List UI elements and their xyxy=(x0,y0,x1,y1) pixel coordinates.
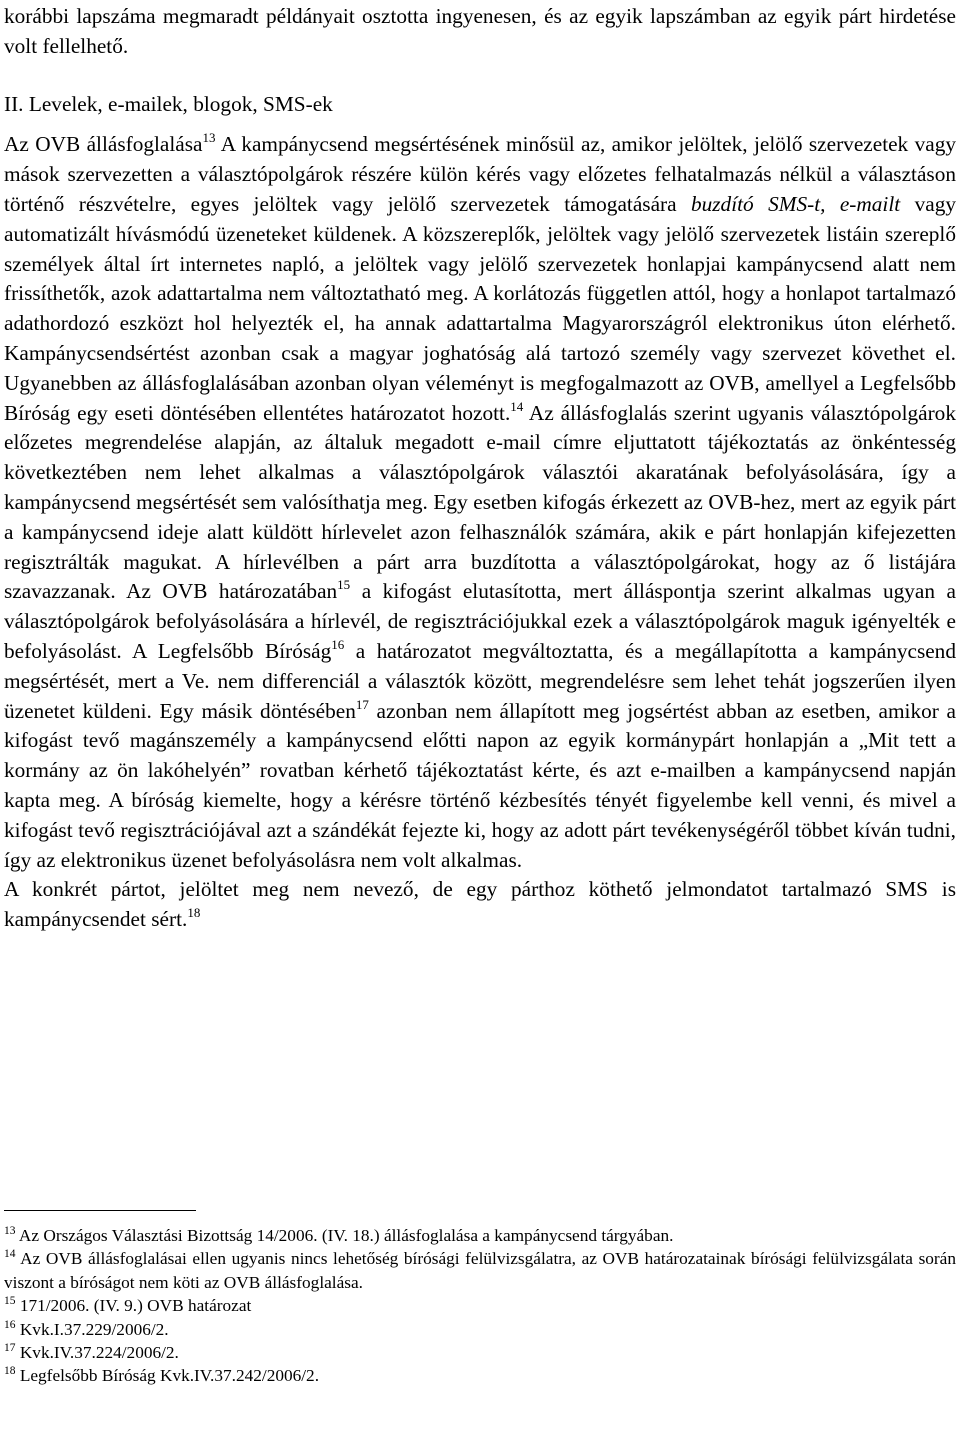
footnote-reference-14[interactable]: 14 xyxy=(510,398,524,414)
footnote-text: Az Országos Választási Bizottság 14/2006. (IV. 18.) állásfoglalása a kampánycsend tárgyában. xyxy=(15,1226,674,1245)
paragraph-text: azonban nem állapított meg jogsértést abban az esetben, amikor a kifogást tevő magánszemély a kampánycsend előtti napon az egyik kormánypárt honlapján a „Mit tett a kormány az ön lakóhelyén” rovatban kérhető tájékoztatást kérte, és azt e-mailben a kampánycsend napján kapta meg. A bíróság kiemelte, hogy a kérésre történő kézbesítés tényét figyelembe kell venni, és mivel a kifogást tevő regisztrációjával azt a szándékát fejezte ki, hogy az adott párt tevékenységéről többet kíván tudni, így az elektronikus üzenet befolyásolásra nem volt alkalmas. xyxy=(4,698,956,872)
footnote-text: Legfelsőbb Bíróság Kvk.IV.37.242/2006/2. xyxy=(15,1366,320,1386)
footnote-number: 18 xyxy=(4,1365,16,1378)
footnote-text: Kvk.I.37.229/2006/2. xyxy=(15,1319,169,1339)
footnote xyxy=(4,1341,956,1364)
footnote-number: 13 xyxy=(4,1225,16,1237)
footnote-number: 14 xyxy=(4,1248,16,1261)
footnote-number: 16 xyxy=(4,1318,16,1331)
footnote-number: 17 xyxy=(4,1342,16,1355)
footnote xyxy=(4,1294,956,1317)
paragraph-text: A kampánycsend megsértésének minősül az, amikor jelöltek, jelölő szervezetek vagy mások szervezetten a választópolgárok részére külön kérés vagy előzetes felhatalmazás nélkül a választáson történő részvételre, egyes jelöltek vagy jelölő szervezetek támogatására xyxy=(4,132,957,216)
paragraph-text: vagy automatizált hívásmódú üzeneteket küldenek. A közszereplők, jelöltek vagy jelölő szervezetek listáin szereplő személyek által írt internetes napló, a jelöltek vagy jelölő szervezetek honlapjai kampánycsend alatt nem frissíthetők, azok adattartalma nem változtatható meg. A korlátozás független attól, hogy a honlapot tartalmazó adathordozó eszközt hol helyezték el, ha annak adattartalma Magyarországról elektronikus úton elérhető. Kampánycsendsértést azonban csak a magyar joghatóság alá tartozó személy vagy szervezet követhet el. Ugyanebben az állásfoglalásában azonban olyan véleményt is megfogalmazott az OVB, amellyel a Legfelsőbb Bíróság egy eseti döntésében ellentétes határozatot hozott. xyxy=(4,191,956,425)
footnote-text: 171/2006. (IV. 9.) OVB határozat xyxy=(15,1296,252,1316)
body-paragraph-sms xyxy=(4,875,956,935)
body-paragraph-ovb xyxy=(4,130,956,875)
footnote-reference-15[interactable]: 15 xyxy=(337,577,351,593)
footnote-text: Kvk.IV.37.224/2006/2. xyxy=(15,1343,179,1363)
footnote-reference-16[interactable]: 16 xyxy=(331,636,345,652)
italic-emphasis: buzdító SMS-t, e-mailt xyxy=(690,191,901,216)
footnote-reference-13[interactable]: 13 xyxy=(202,130,216,146)
footnotes-section xyxy=(4,1224,956,1388)
footnote-text: Az OVB állásfoglalásai ellen ugyanis nincs lehetőség bírósági felülvizsgálatra, az OVB határozatainak bírósági felülvizsgálata során viszont a bíróságot nem köti az OVB állásfoglalása. xyxy=(4,1249,956,1292)
footnote-number: 15 xyxy=(4,1295,16,1308)
paragraph-text: Az állásfoglalás szerint ugyanis választópolgárok előzetes megrendelése alapján, az általuk megadott e-mail címre eljuttatott tájékoztatás az önkéntesség következtében nem lehet alkalmas a választópolgárok választói akaratának befolyásolására, így a kampánycsend megsértését sem valósíthatja meg. Egy esetben kifogás érkezett az OVB-hez, mert az egyik párt a kampánycsend ideje alatt küldött hírlevelet azon felhasználók számára, akik e párt honlapján kifejezetten regisztrálták magukat. A hírlevélben a párt arra buzdította a választópolgárokat, hogy az ő listájára szavazzanak. Az OVB határozatában xyxy=(4,400,956,604)
opening-paragraph: korábbi lapszáma megmaradt példányait osztotta ingyenesen, és az egyik lapszámban az egyik párt hirdetése volt fellelhető. xyxy=(4,4,956,58)
footnote-reference-17[interactable]: 17 xyxy=(355,696,369,712)
footnote xyxy=(4,1318,956,1341)
footnote xyxy=(4,1364,956,1387)
footnote-separator xyxy=(4,1210,196,1211)
document-page xyxy=(4,0,956,935)
paragraph-text: Az OVB állásfoglalása xyxy=(4,132,203,157)
paragraph-text: a kifogást elutasította, mert álláspontja szerint alkalmas ugyan a választópolgárok befolyásolására a hírlevél, de regisztrációjukkal ezek a választópolgárok maguk igényelték e befolyásolást. A Legfelsőbb Bíróság xyxy=(4,579,956,663)
section-heading: II. Levelek, e-mailek, blogok, SMS-ek xyxy=(4,91,333,116)
footnote xyxy=(4,1224,956,1247)
paragraph-text: a határozatot megváltoztatta, és a megállapította a kampánycsend megsértését, mert a Ve. nem differenciál a választók között, megrendelésre sem lehet tehát jogszerűen ilyen üzenetet küldeni. Egy másik döntésében xyxy=(4,638,956,723)
footnote xyxy=(4,1247,956,1294)
footnote-reference-18[interactable]: 18 xyxy=(187,905,201,921)
paragraph-text: A konkrét pártot, jelöltet meg nem nevező, de egy párthoz köthető jelmondatot tartalmazó SMS is kampánycsendet sért. xyxy=(4,877,956,932)
